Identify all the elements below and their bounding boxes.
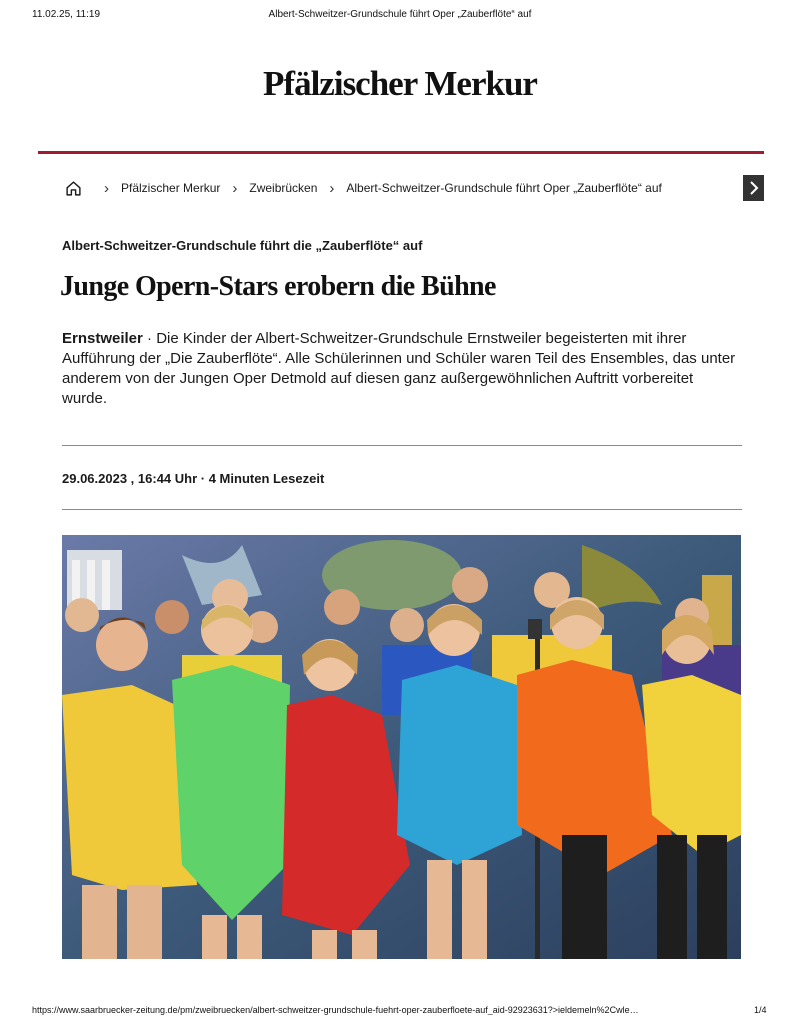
breadcrumb [62,174,762,202]
lead-text: · Die Kinder der Albert-Schweitzer-Grundschule Ernstweiler begeisterten mit ihrer Aufführung der „Die Zauberflöte“. Alle Schülerinnen und Schüler waren Teil des Ensembles, das unter anderem von der Jungen Oper Detmold auf diesen ganz außergewöhnlichen Auftritt vorbereitet wurde. [62,330,736,407]
header-divider [38,151,764,154]
breadcrumb-scroll-button[interactable] [743,175,764,201]
home-icon[interactable] [62,177,84,199]
print-header [0,9,800,25]
chevron-right-icon: › [232,179,238,197]
meta-divider-bottom [62,509,742,510]
print-page-title: Albert-Schweitzer-Grundschule führt Oper „Zauberflöte“ auf [268,9,532,20]
article-headline: Junge Opern-Stars erobern die Bühne [60,271,496,302]
lead-place: Ernstweiler [62,330,143,347]
breadcrumb-item-article[interactable]: Albert-Schweitzer-Grundschule führt Oper „Zauberflöte“ auf [346,181,662,195]
breadcrumb-item-zweibruecken[interactable]: Zweibrücken [249,181,318,195]
print-datetime: 11.02.25, 11:19 [32,9,101,20]
chevron-right-icon: › [329,179,335,197]
article-lead [62,329,742,409]
chevron-right-icon: › [104,179,109,197]
article-kicker: Albert-Schweitzer-Grundschule führt die „Zauberflöte“ auf [62,238,423,253]
reading-time: 4 Minuten Lesezeit [208,471,325,486]
breadcrumb-item-pfaelzischer-merkur[interactable]: Pfälzischer Merkur [121,181,221,195]
print-page-number: 1/4 [754,1005,767,1015]
article-date: 29.06.2023 , 16:44 Uhr [62,471,198,486]
print-footer [0,1005,800,1019]
chevron-right-icon [749,181,759,195]
print-url: https://www.saarbruecker-zeitung.de/pm/zweibruecken/albert-schweitzer-grundschule-fuehrt-oper-zauberfloete-auf_aid-92923631?>ieldemeln%2Cwle… [32,1005,639,1015]
article-photo [62,535,741,959]
site-logo[interactable]: Pfälzischer Merkur [263,64,537,103]
article-meta: 29.06.2023 , 16:44 Uhr · 4 Minuten Lesezeit [62,471,325,486]
meta-divider-top [62,445,742,446]
